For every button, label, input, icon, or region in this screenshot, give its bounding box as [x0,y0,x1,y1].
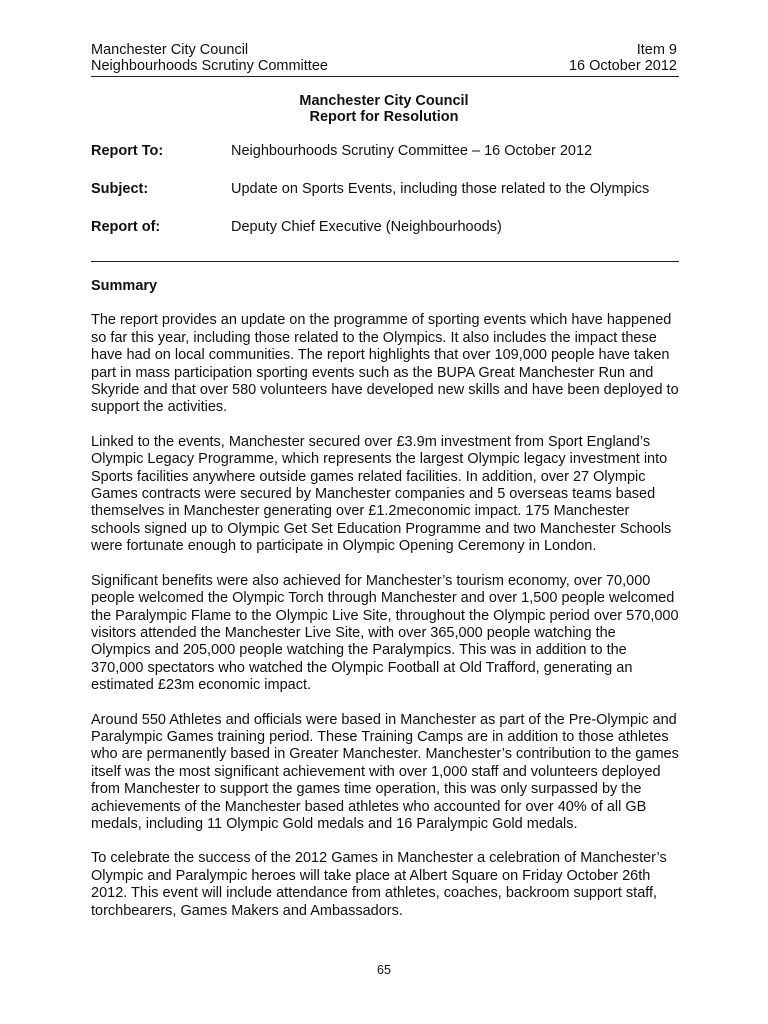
summary-paragraph: To celebrate the success of the 2012 Games in Manchester a celebration of Manchester’s Olympic and Paralympic heroes will take place at Albert Square on Friday October 26th 2012. This event will include attendance from athletes, coaches, backroom support staff, torchbearers, Games Makers and Ambassadors. [91,850,667,919]
meta-divider [91,261,679,262]
summary-paragraph: Around 550 Athletes and officials were based in Manchester as part of the Pre-Olympic and Paralympic Games training period. These Training Camps are in addition to those athletes who are permanently based in Greater Manchester. Manchester’s contribution to the games itself was the most significant achievement with over 1,000 staff and volunteers deployed from Manchester to support the games time operation, this was only surpassed by the achievements of the Manchester based athletes who accounted for over 40% of all GB medals, including 11 Olympic Gold medals and 16 Paralympic Gold medals. [91,711,679,832]
summary-section [91,278,679,937]
summary-paragraph: Significant benefits were also achieved for Manchester’s tourism economy, over 70,000 people welcomed the Olympic Torch through Manchester and over 1,500 people welcomed the Paralympic Flame to the Olympic Live Site, throughout the Olympic period over 570,000 visitors attended the Manchester Live Site, with over 365,000 people watching the Olympics and 205,000 people watching the Paralympics. This was in addition to the 370,000 spectators who watched the Olympic Football at Old Trafford, generating an estimated £23m economic impact. [91,572,679,694]
header-divider [91,76,679,77]
report-to-label: Report To: [91,143,164,159]
subject-label: Subject: [91,181,149,197]
report-of-value: Deputy Chief Executive (Neighbourhoods) [231,219,502,235]
header-row-1 [91,42,677,58]
header-row-2 [91,58,677,74]
report-of-row [91,218,679,236]
running-header [91,42,677,74]
header-committee: Neighbourhoods Scrutiny Committee [91,58,328,74]
report-to-value: Neighbourhoods Scrutiny Committee – 16 October 2012 [231,143,593,159]
subject-row [91,180,679,198]
title-line-1: Manchester City Council [299,93,469,109]
header-org: Manchester City Council [91,42,249,58]
subject-value: Update on Sports Events, including those related to the Olympics [231,181,650,197]
header-item: Item 9 [636,42,677,58]
header-date: 16 October 2012 [568,58,677,74]
report-meta [91,142,679,256]
summary-paragraph: The report provides an update on the programme of sporting events which have happened so far this year, including those related to the Olympics. It also includes the impact these have had on local communities. The report highlights that over 109,000 people have taken part in mass participation sporting events such as the BUPA Great Manchester Run and Skyride and that over 580 volunteers have developed new skills and have been deployed to support the activities. [91,312,679,416]
report-of-label: Report of: [91,219,161,235]
summary-heading: Summary [91,278,158,294]
page-number: 65 [377,963,391,977]
summary-paragraph: Linked to the events, Manchester secured over £3.9m investment from Sport England’s Olympic Legacy Programme, which represents the largest Olympic legacy investment into Sports facilities anywhere outside games related facilities. In addition, over 27 Olympic Games contracts were secured by Manchester companies and 5 overseas teams based themselves in Manchester generating over £1.2meconomic impact. 175 Manchester schools signed up to Olympic Get Set Education Programme and two Manchester Schools were fortunate enough to participate in Olympic Opening Ceremony in London. [91,433,672,555]
title-line-2: Report for Resolution [309,109,459,125]
report-to-row [91,142,679,160]
document-title [0,93,768,125]
